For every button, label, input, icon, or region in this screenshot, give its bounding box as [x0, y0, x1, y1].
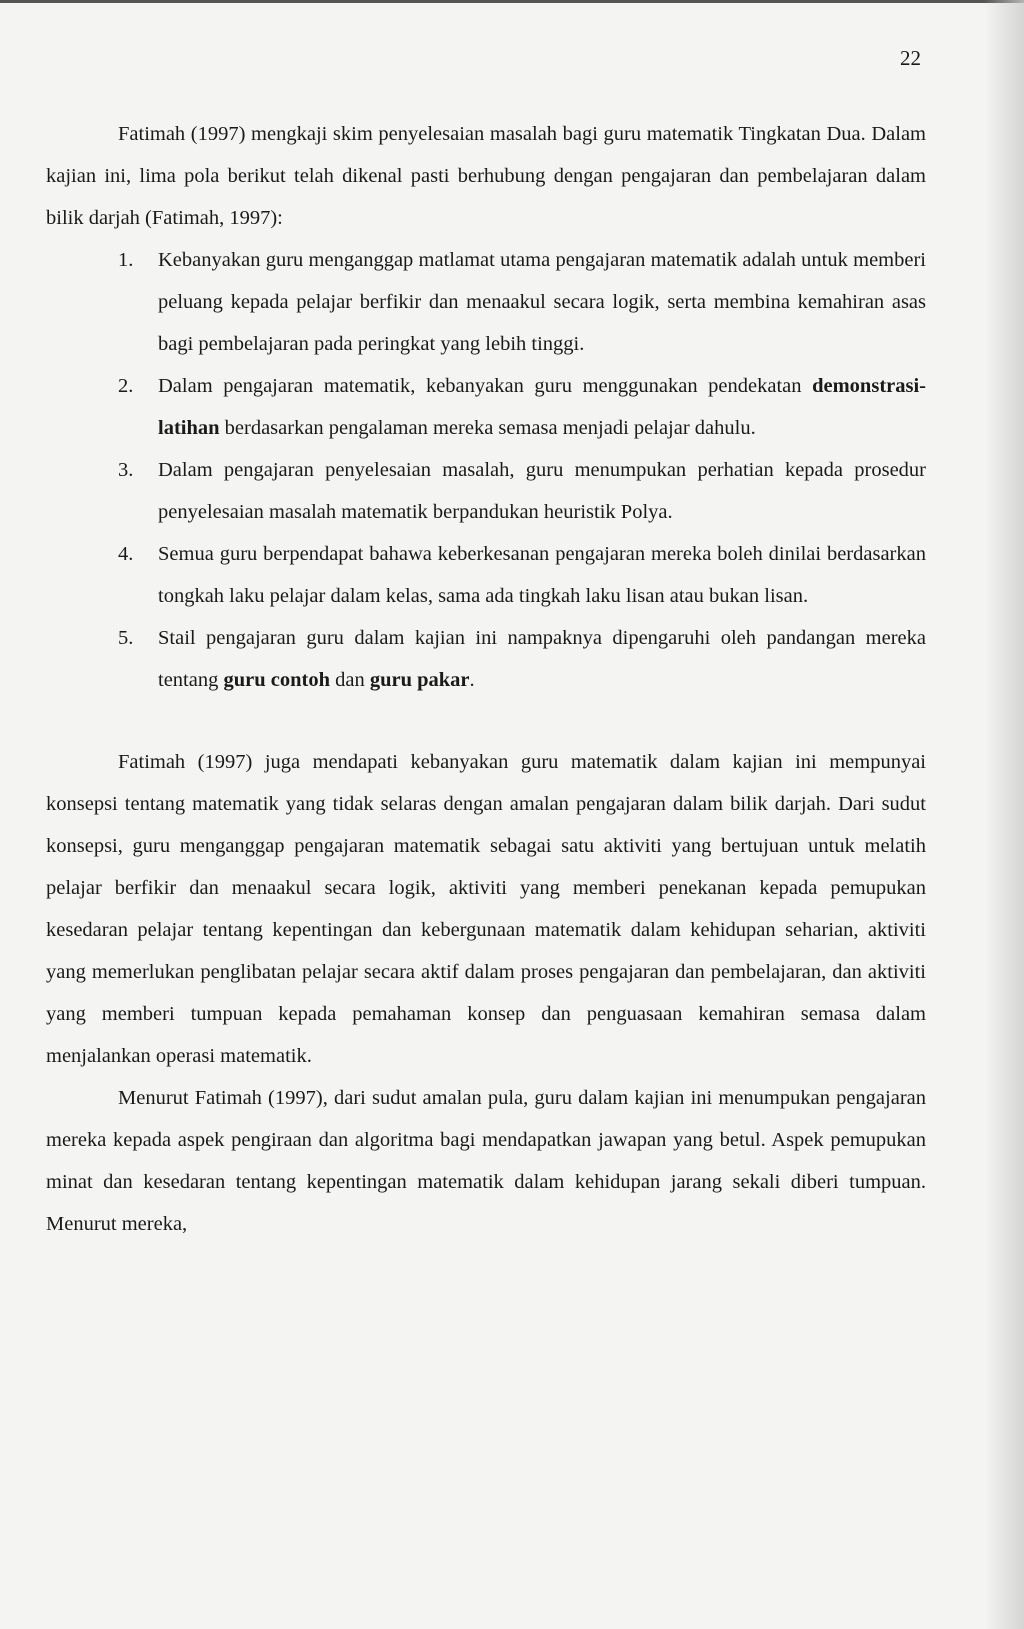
page-content	[46, 113, 926, 1245]
list-number: 4.	[118, 543, 134, 565]
list-item-text-pre: Stail pengajaran guru dalam kajian ini nampaknya dipengaruhi oleh pandangan mereka tentang	[158, 627, 926, 691]
list-item-1	[46, 239, 926, 365]
bold-term-guru-contoh: guru contoh	[223, 669, 330, 691]
list-item-text-pre: Dalam pengajaran matematik, kebanyakan guru menggunakan pendekatan	[158, 375, 813, 397]
list-item-2	[46, 365, 926, 449]
bold-term-guru-pakar: guru pakar	[369, 669, 470, 691]
conception-paragraph: Fatimah (1997) juga mendapati kebanyakan guru matematik dalam kajian ini mempunyai konsepsi tentang matematik yang tidak selaras dengan amalan pengajaran dalam bilik darjah. Dari sudut konsepsi, guru menganggap pengajaran matematik sebagai satu aktiviti yang bertujuan untuk melatih pelajar berfikir dan menaakul secara logik, aktiviti yang memberi penekanan kepada pemupukan kesedaran pelajar tentang kepentingan dan kebergunaan matematik dalam kehidupan seharian, aktiviti yang memerlukan penglibatan pelajar secara aktif dalam proses pengajaran dan pembelajaran, dan aktiviti yang memberi tumpuan kepada pemahaman konsep dan penguasaan kemahiran semasa dalam menjalankan operasi matematik.	[46, 751, 926, 1067]
list-number: 3.	[118, 459, 134, 481]
list-item-text-mid: dan	[329, 669, 370, 691]
list-item-4	[46, 533, 926, 617]
list-number: 2.	[118, 375, 134, 397]
section-gap	[46, 701, 926, 741]
intro-paragraph: Fatimah (1997) mengkaji skim penyelesaian masalah bagi guru matematik Tingkatan Dua. Dalam kajian ini, lima pola berikut telah dikenal pasti berhubung dengan pengajaran dan pembelajaran dalam bilik darjah (Fatimah, 1997):	[46, 123, 926, 229]
list-item-3	[46, 449, 926, 533]
page-number: 22	[900, 46, 921, 70]
list-item-text-post: berdasarkan pengalaman mereka semasa menjadi pelajar dahulu.	[219, 417, 756, 439]
bold-term-demonstrasi-latihan: demonstrasi-latihan	[158, 375, 926, 439]
list-number: 1.	[118, 249, 134, 271]
practice-paragraph: Menurut Fatimah (1997), dari sudut amalan pula, guru dalam kajian ini menumpukan pengajaran mereka kepada aspek pengiraan dan algoritma bagi mendapatkan jawapan yang betul. Aspek pemupukan minat dan kesedaran tentang kepentingan matematik dalam kehidupan jarang sekali diberi tumpuan. Menurut mereka,	[46, 1087, 926, 1235]
list-item-text: Dalam pengajaran penyelesaian masalah, guru menumpukan perhatian kepada prosedur penyelesaian masalah matematik berpandukan heuristik Polya.	[158, 459, 926, 523]
list-item-text: Semua guru berpendapat bahawa keberkesanan pengajaran mereka boleh dinilai berdasarkan tongkah laku pelajar dalam kelas, sama ada tingkah laku lisan atau bukan lisan.	[158, 543, 926, 607]
list-item-text: Kebanyakan guru menganggap matlamat utama pengajaran matematik adalah untuk memberi peluang kepada pelajar berfikir dan menaakul secara logik, serta membina kemahiran asas bagi pembelajaran pada peringkat yang lebih tinggi.	[158, 249, 926, 355]
findings-list	[46, 239, 926, 701]
list-number: 5.	[118, 627, 134, 649]
page-top-edge	[0, 0, 1024, 3]
list-item-text-post: .	[469, 669, 475, 691]
list-item-5	[46, 617, 926, 701]
